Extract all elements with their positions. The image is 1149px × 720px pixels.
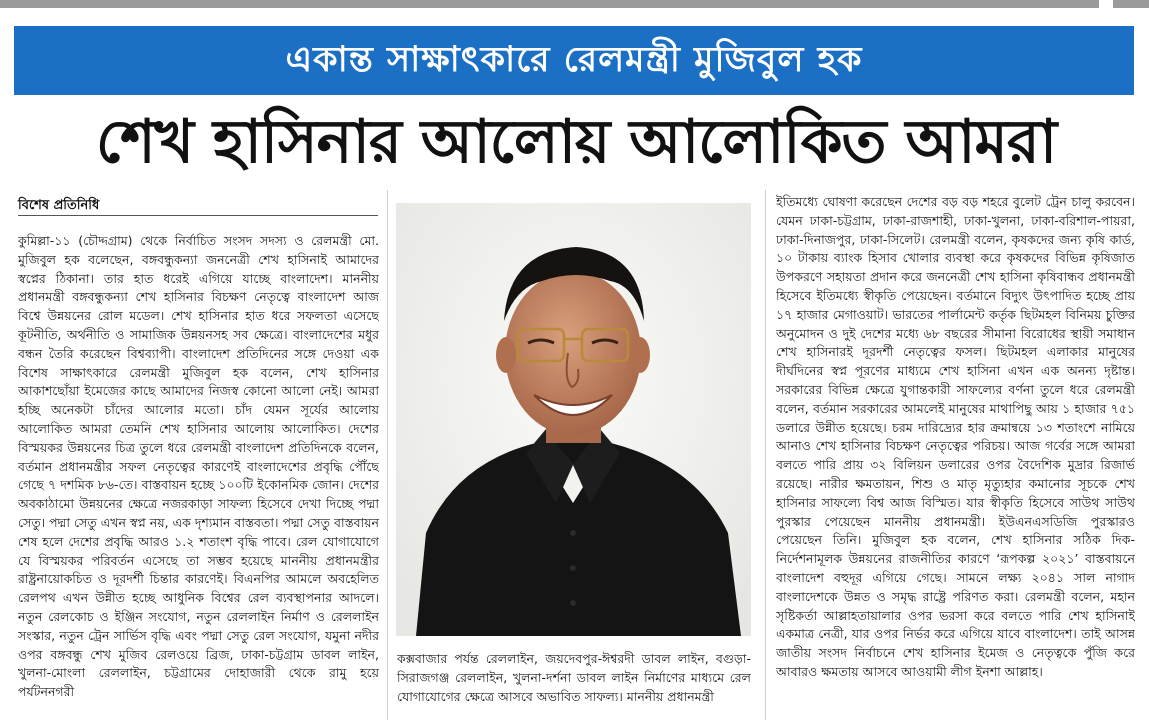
article-column-3 bbox=[776, 193, 1135, 720]
headline: শেখ হাসিনার আলোয় আলোকিত আমরা bbox=[95, 107, 1057, 177]
kicker-banner bbox=[14, 26, 1134, 95]
top-rule-gap bbox=[1099, 0, 1113, 8]
portrait-illustration bbox=[396, 203, 751, 636]
column-divider bbox=[765, 190, 766, 720]
byline-rule bbox=[18, 215, 378, 216]
article-column-1 bbox=[18, 232, 379, 720]
article-paragraph: ইতিমধ্যে ঘোষণা করেছেন দেশের বড় বড় শহরে বুলেট ট্রেন চালু করবেন। যেমন ঢাকা-চট্টগ্রাম, ঢাকা-রাজশাহী, ঢাকা-খুলনা, ঢাকা-বরিশাল-পায়রা, ঢাকা-দিনাজপুর, ঢাকা-সিলেট। রেলমন্ত্রী বলেন, কৃষকদের জন্য কৃষি কার্ড, ১০ টাকায় ব্যাংক হিসাব খোলার ব্যবস্থা করে কৃষকদের বিভিন্ন কৃষিজাত উপকরণে সহায়তা প্রদান করে জননেত্রী শেখ হাসিনা কৃষিবান্ধব প্রধানমন্ত্রী হিসেবে ইতিমধ্যে স্বীকৃতি পেয়েছেন। বর্তমানে বিদ্যুৎ উৎপাদিত হচ্ছে প্রায় ১৭ হাজার মেগাওয়াট। ভারতের পার্লামেন্ট কর্তৃক ছিটমহল বিনিময় চুক্তির অনুমোদন ও দুই দেশের মধ্যে ৬৮ বছরের সীমানা বিরোধের স্থায়ী সমাধান শেখ হাসিনারই দূরদর্শী নেতৃত্বের ফসল। ছিটমহল এলাকার মানুষের দীর্ঘদিনের স্বপ্ন পূরণের মাধ্যমে শেখ হাসিনা এখন এক অনন্য দৃষ্টান্ত। সরকারের বিভিন্ন ক্ষেত্রে যুগান্তকারী সাফল্যের বর্ণনা তুলে ধরে রেলমন্ত্রী বলেন, বর্তমান সরকারের আমলেই মানুষের মাথাপিছু আয় ১ হাজার ৭৫১ ডলারে উন্নীত হয়েছে। চরম দারিদ্র্যের হার ক্রমান্বয়ে ১৩ শতাংশে নামিয়ে আনাও শেখ হাসিনার বিচক্ষণ নেতৃত্বের পরিচয়। আজ গর্বের সঙ্গে আমরা বলতে পারি প্রায় ৩২ বিলিয়ন ডলারের ওপর বৈদেশিক মুদ্রার রিজার্ভ রয়েছে। নারীর ক্ষমতায়ন, শিশু ও মাতৃ মৃত্যুহার কমানোর সূচকে শেখ হাসিনার সাফল্যে বিশ্ব আজ বিস্মিত। যার স্বীকৃতি হিসেবে সাউথ সাউথ পুরস্কার পেয়েছেন মাননীয় প্রধানমন্ত্রী। ইউএনএসডিজি পুরস্কারও পেয়েছেন তিনি। মুজিবুল হক বলেন, শেখ হাসিনার সঠিক দিক-নির্দেশনামূলক উন্নয়নের রাজনীতির কারণে ‘রূপকল্প ২০২১’ বাস্তবায়নে বাংলাদেশ বহুদূর এগিয়ে গেছে। সামনে লক্ষ্য ২০৪১ সাল নাগাদ বাংলাদেশকে উন্নত ও সমৃদ্ধ রাষ্ট্রে পরিণত করা। রেলমন্ত্রী বলেন, মহান সৃষ্টিকর্তা আল্লাহতায়ালার ওপর ভরসা করে বলতে পারি শেখ হাসিনাই একমাত্র নেত্রী, যার ওপর নির্ভর করে এগিয়ে যাবে বাংলাদেশ। তাই আসন্ন জাতীয় সংসদ নির্বাচনে শেখ হাসিনার ইমেজ ও নেতৃত্বকে পুঁজি করে আবারও ক্ষমতায় আসবে আওয়ামী লীগ ইনশা আল্লাহ। bbox=[776, 194, 1135, 679]
article-paragraph: কক্সবাজার পর্যন্ত রেললাইন, জয়দেবপুর-ঈশ্বরদী ডাবল লাইন, বগুড়া-সিরাজগঞ্জ রেললাইন, খুলনা-দর্শনা ডাবল লাইন নির্মাণের মাধ্যমে রেল যোগাযোগের ক্ষেত্রে আসবে অভাবিত সাফল্য। মাননীয় প্রধানমন্ত্রী bbox=[397, 651, 751, 704]
column-divider bbox=[387, 190, 388, 720]
byline: বিশেষ প্রতিনিধি bbox=[18, 198, 100, 213]
kicker-text: একান্ত সাক্ষাৎকারে রেলমন্ত্রী মুজিবুল হক bbox=[285, 40, 863, 80]
portrait-photo bbox=[396, 203, 751, 636]
top-rule bbox=[0, 0, 1149, 8]
article-column-2 bbox=[397, 650, 751, 720]
article-paragraph: কুমিল্লা-১১ (চৌদ্দগ্রাম) থেকে নির্বাচিত সংসদ সদস্য ও রেলমন্ত্রী মো. মুজিবুল হক বলেছেন, বঙ্গবন্ধুকন্যা জননেত্রী শেখ হাসিনাই আমাদের স্বপ্নের ঠিকানা। তার হাত ধরেই এগিয়ে যাচ্ছে বাংলাদেশ। মাননীয় প্রধানমন্ত্রী বঙ্গবন্ধুকন্যা শেখ হাসিনার বিচক্ষণ নেতৃত্বে বাংলাদেশ আজ বিশ্বে উন্নয়নের রোল মডেল। শেখ হাসিনার হাত ধরে সফলতা এসেছে কূটনীতি, অর্থনীতি ও সামাজিক উন্নয়নসহ সব ক্ষেত্রে। বাংলাদেশের মধুর বন্ধন তৈরি করেছেন বিশ্বব্যাপী। বাংলাদেশ প্রতিদিনের সঙ্গে দেওয়া এক বিশেষ সাক্ষাৎকারে রেলমন্ত্রী মুজিবুল হক বলেন, শেখ হাসিনার আকাশছোঁয়া ইমেজের কাছে আমাদের নিজস্ব কোনো আলো নেই। আমরা হচ্ছি অনেকটা চাঁদের আলোর মতো। চাঁদ যেমন সূর্যের আলোয় আলোকিত আমরা তেমনি শেখ হাসিনার আলোয় আলোকিত। দেশের বিস্ময়কর উন্নয়নের চিত্র তুলে ধরে রেলমন্ত্রী বাংলাদেশ প্রতিদিনকে বলেন, বর্তমান প্রধানমন্ত্রীর সফল নেতৃত্বের কারণেই বাংলাদেশের প্রবৃদ্ধি পৌঁছে গেছে ৭ দশমিক ৮৬-তে। বাস্তবায়ন হচ্ছে ১০০টি ইকোনমিক জোন। দেশের অবকাঠামো উন্নয়নের ক্ষেত্রে নজরকাড়া সাফল্য হিসেবে দেখা দিচ্ছে পদ্মা সেতু। পদ্মা সেতু এখন স্বপ্ন নয়, এক দৃশ্যমান বাস্তবতা। পদ্মা সেতু বাস্তবায়ন শেষ হলে দেশের প্রবৃদ্ধি আরও ১.২ শতাংশ বৃদ্ধি পাবে। রেল যোগাযোগে যে বিস্ময়কর পরিবর্তন এসেছে তা সম্ভব হয়েছে মাননীয় প্রধানমন্ত্রীর রাষ্ট্রনায়োকচিত ও দূরদর্শী চিন্তার কারণেই। বিএনপির আমলে অবহেলিত রেলপথ এখন উন্নীত হচ্ছে আধুনিক বিশ্বের রেল ব্যবস্থাপনার আদলে। নতুন রেলকোচ ও ইঞ্জিন সংযোগ, নতুন রেললাইন নির্মাণ ও রেললাইন সংস্কার, নতুন ট্রেন সার্ভিস বৃদ্ধি এবং পদ্মা সেতু রেল সংযোগ, যমুনা নদীর ওপর বঙ্গবন্ধু শেখ মুজিব রেলওয়ে ব্রিজ, ঢাকা-চট্টগ্রাম ডাবল লাইন, খুলনা-মোংলা রেললাইন, চট্টগ্রামের দোহাজারী থেকে রামু হয়ে পর্যটননগরী bbox=[18, 233, 379, 700]
